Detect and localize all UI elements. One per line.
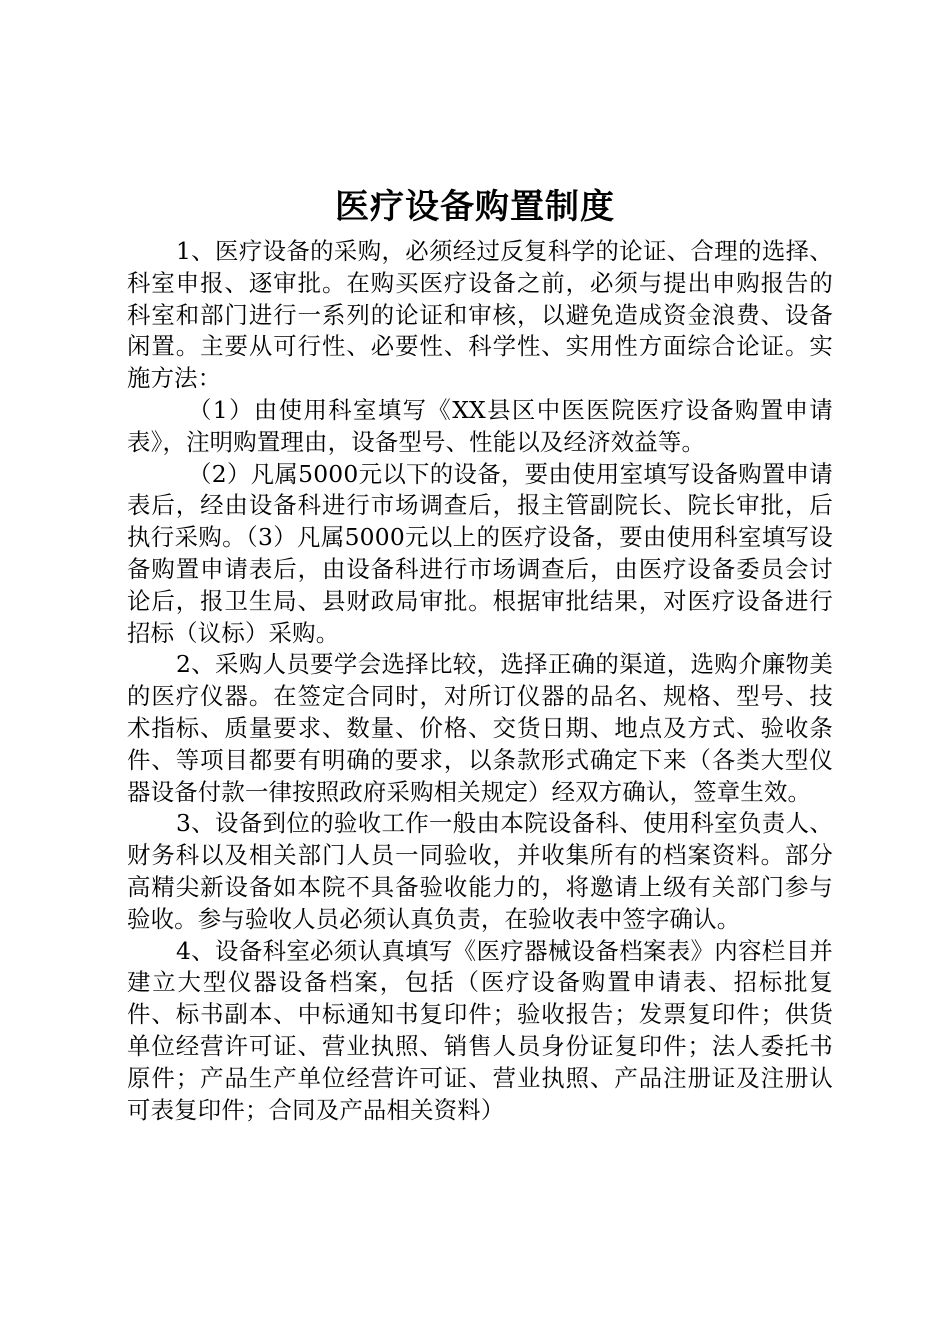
document-body [127,236,833,1126]
paragraph-1: 1、医疗设备的采购，必须经过反复科学的论证、合理的选择、科室申报、逐审批。在购买医疗设备之前，必须与提出申购报告的科室和部门进行一系列的论证和审核，以避免造成资金浪费、设备闲置。主要从可行性、必要性、科学性、实用性方面综合论证。实施方法： [127,237,833,393]
paragraph-1-item-1: （1）由使用科室填写《XX县区中医医院医疗设备购置申请表》，注明购置理由，设备型号、性能以及经济效益等。 [127,395,833,456]
paragraph-2: 2、采购人员要学会选择比较，选择正确的渠道，选购介廉物美的医疗仪器。在签定合同时，对所订仪器的品名、规格、型号、技术指标、质量要求、数量、价格、交货日期、地点及方式、验收条件、等项目都要有明确的要求，以条款形式确定下来（各类大型仪器设备付款一律按照政府采购相关规定）经双方确认，签章生效。 [127,650,833,806]
paragraph-1-item-2: （2）凡属5000元以下的设备，要由使用室填写设备购置申请表后，经由设备科进行市场调查后，报主管副院长、院长审批，后执行采购。（3）凡属5000元以上的医疗设备，要由使用科室填写设备购置申请表后，由设备科进行市场调查后，由医疗设备委员会讨论后，报卫生局、县财政局审批。根据审批结果，对医疗设备进行招标（议标）采购。 [127,459,833,647]
paragraph-3: 3、设备到位的验收工作一般由本院设备科、使用科室负责人、财务科以及相关部门人员一同验收，并收集所有的档案资料。部分高精尖新设备如本院不具备验收能力的，将邀请上级有关部门参与验收。参与验收人员必须认真负责，在验收表中签字确认。 [127,809,833,933]
page-title: 医疗设备购置制度 [335,187,615,227]
paragraph-4: 4、设备科室必须认真填写《医疗器械设备档案表》内容栏目并建立大型仪器设备档案，包括（医疗设备购置申请表、招标批复件、标书副本、中标通知书复印件；验收报告；发票复印件；供货单位经营许可证、营业执照、销售人员身份证复印件；法人委托书原件；产品生产单位经营许可证、营业执照、产品注册证及注册认可表复印件；合同及产品相关资料） [127,936,833,1124]
